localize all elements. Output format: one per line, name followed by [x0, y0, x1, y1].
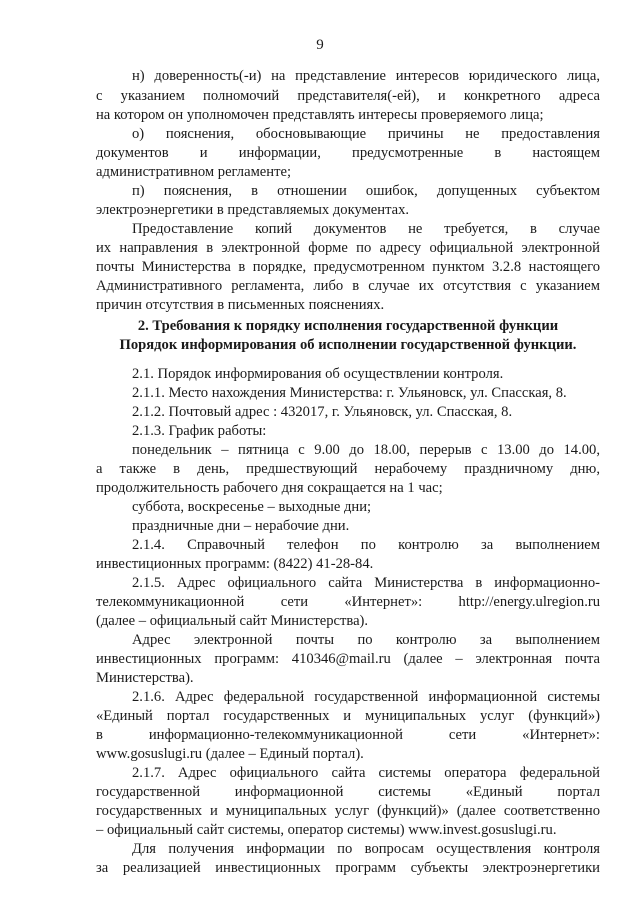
text-line: государственной информационной системы «Единый портал [96, 784, 600, 800]
text-line: с указанием полномочий представителя(-ей), и конкретного адреса [96, 88, 600, 104]
text-line: продолжительность рабочего дня сокращается на 1 час; [96, 480, 443, 496]
text-line: н) доверенность(-и) на представление интересов юридического лица, [132, 68, 600, 84]
text-line: 2.1. Порядок информирования об осуществлении контроля. [132, 366, 504, 382]
text-line: п) пояснения, в отношении ошибок, допущенных субъектом [132, 183, 600, 199]
text-line: 2.1.5. Адрес официального сайта Министерства в информационно- [132, 575, 600, 591]
text-line: Адрес электронной почты по контролю за выполнением [132, 632, 600, 648]
text-line: за реализацией инвестиционных программ субъекты электроэнергетики [96, 860, 600, 876]
text-line: Предоставление копий документов не требуется, в случае [132, 221, 600, 237]
section-heading: 2. Требования к порядку исполнения государственной функции [137, 318, 559, 334]
text-line: их направления в электронной форме по адресу официальной электронной [96, 240, 600, 256]
text-line: государственных и муниципальных услуг (функций)» (далее соответственно [96, 803, 600, 819]
text-line: телекоммуникационной сети «Интернет»: http://energy.ulregion.ru [96, 594, 600, 610]
text-line: суббота, воскресенье – выходные дни; [132, 499, 372, 515]
text-line: Для получения информации по вопросам осуществления контроля [132, 841, 600, 857]
text-line: 2.1.6. Адрес федеральной государственной информационной системы [132, 689, 600, 705]
text-line: 2.1.4. Справочный телефон по контролю за выполнением [132, 537, 600, 553]
section-subheading: Порядок информирования об исполнении государственной функции. [119, 337, 577, 353]
text-line: о) пояснения, обосновывающие причины не предоставления [132, 126, 600, 142]
text-line: 2.1.1. Место нахождения Министерства: г. Ульяновск, ул. Спасская, 8. [132, 385, 567, 401]
text-line: 2.1.3. График работы: [132, 423, 267, 439]
text-line: инвестиционных программ: (8422) 41-28-84. [96, 556, 374, 572]
text-line: почты Министерства в порядке, предусмотренном пунктом 3.2.8 настоящего [96, 259, 600, 275]
text-line: праздничные дни – нерабочие дни. [132, 518, 350, 534]
text-line: административном регламенте; [96, 164, 291, 180]
text-line: (далее – официальный сайт Министерства). [96, 613, 369, 629]
text-line: документов и информации, предусмотренные в настоящем [96, 145, 600, 161]
page-number: 9 [316, 37, 324, 53]
text-line: «Единый портал государственных и муниципальных услуг (функций») [96, 708, 600, 724]
text-line: 2.1.7. Адрес официального сайта системы оператора федеральной [132, 765, 600, 781]
text-line: Административного регламента, либо в случае их отсутствия с указанием [96, 278, 600, 294]
text-line: www.gosuslugi.ru (далее – Единый портал). [96, 746, 364, 762]
text-line: Министерства). [96, 670, 194, 686]
text-line: понедельник – пятница с 9.00 до 18.00, перерыв с 13.00 до 14.00, [132, 442, 600, 458]
text-line: а также в день, предшествующий нерабочему праздничному дню, [96, 461, 600, 477]
text-line: инвестиционных программ: 410346@mail.ru (далее – электронная почта [96, 651, 600, 667]
text-line: в информационно-телекоммуникационной сети «Интернет»: [96, 727, 600, 743]
text-line: причин отсутствия в письменных пояснениях. [96, 297, 385, 313]
text-line: на котором он уполномочен представлять интересы проверяемого лица; [96, 107, 544, 123]
text-line: 2.1.2. Почтовый адрес : 432017, г. Ульяновск, ул. Спасская, 8. [132, 404, 513, 420]
text-line: электроэнергетики в представляемых документах. [96, 202, 410, 218]
text-line: – официальный сайт системы, оператор системы) www.invest.gosuslugi.ru. [96, 822, 557, 838]
